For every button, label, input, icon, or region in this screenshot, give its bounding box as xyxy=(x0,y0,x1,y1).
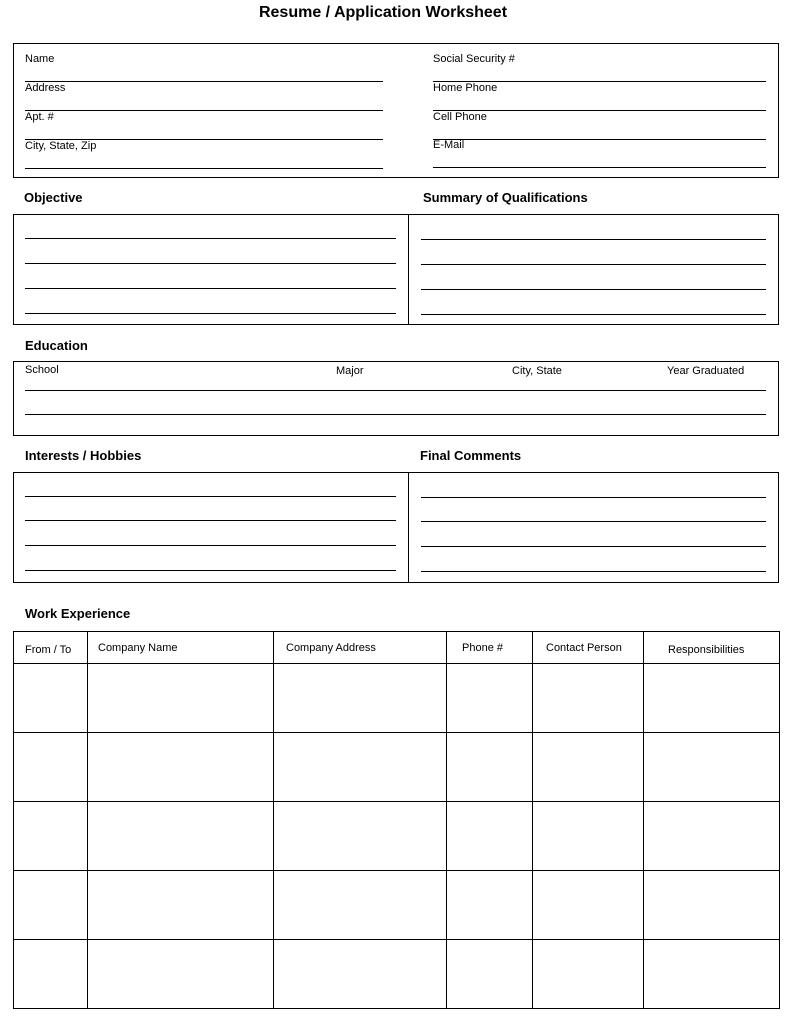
company-name-cell[interactable] xyxy=(88,733,274,802)
from-to-cell[interactable] xyxy=(14,733,88,802)
table-row xyxy=(14,871,780,940)
table-row xyxy=(14,802,780,871)
table-row xyxy=(14,940,780,1009)
phone-cell[interactable] xyxy=(447,733,533,802)
company-address-header: Company Address xyxy=(274,632,447,664)
company-address-cell[interactable] xyxy=(274,940,447,1009)
cell-phone-field[interactable] xyxy=(433,111,766,140)
from-to-cell[interactable] xyxy=(14,940,88,1009)
contact-person-cell[interactable] xyxy=(533,940,644,1009)
final-comments-heading: Final Comments xyxy=(420,448,522,463)
phone-cell[interactable] xyxy=(447,940,533,1009)
objective-field[interactable] xyxy=(25,218,396,318)
company-name-cell[interactable] xyxy=(88,871,274,940)
home-phone-label: Home Phone xyxy=(433,82,498,94)
responsibilities-cell[interactable] xyxy=(644,664,780,733)
phone-header: Phone # xyxy=(447,632,533,664)
company-address-cell[interactable] xyxy=(274,871,447,940)
final-comments-line xyxy=(421,571,766,572)
responsibilities-cell[interactable] xyxy=(644,871,780,940)
education-line xyxy=(25,390,766,391)
company-name-header: Company Name xyxy=(88,632,274,664)
company-name-cell[interactable] xyxy=(88,940,274,1009)
table-row xyxy=(14,733,780,802)
apt-field[interactable] xyxy=(25,111,383,140)
summary-line xyxy=(421,314,766,315)
from-to-cell[interactable] xyxy=(14,664,88,733)
cell-phone-label: Cell Phone xyxy=(433,111,487,123)
interests-heading: Interests / Hobbies xyxy=(25,448,142,463)
from-to-cell[interactable] xyxy=(14,871,88,940)
city-state-zip-field[interactable] xyxy=(25,140,383,169)
email-line xyxy=(433,167,766,168)
contact-person-cell[interactable] xyxy=(533,664,644,733)
table-row xyxy=(14,664,780,733)
name-label: Name xyxy=(25,53,55,65)
objective-line xyxy=(25,263,396,264)
final-comments-line xyxy=(421,521,766,522)
summary-line xyxy=(421,289,766,290)
company-address-cell[interactable] xyxy=(274,802,447,871)
company-address-cell[interactable] xyxy=(274,733,447,802)
responsibilities-cell[interactable] xyxy=(644,802,780,871)
interests-line xyxy=(25,545,396,546)
company-name-cell[interactable] xyxy=(88,802,274,871)
final-comments-line xyxy=(421,546,766,547)
name-field[interactable] xyxy=(25,53,383,82)
company-name-cell[interactable] xyxy=(88,664,274,733)
apt-label: Apt. # xyxy=(25,111,54,123)
contact-person-cell[interactable] xyxy=(533,871,644,940)
education-line xyxy=(25,414,766,415)
email-field[interactable] xyxy=(433,139,766,168)
objective-line xyxy=(25,238,396,239)
summary-line xyxy=(421,264,766,265)
responsibilities-cell[interactable] xyxy=(644,733,780,802)
work-experience-heading: Work Experience xyxy=(25,606,131,621)
phone-cell[interactable] xyxy=(447,802,533,871)
objective-line xyxy=(25,313,396,314)
objective-line xyxy=(25,288,396,289)
interests-line xyxy=(25,496,396,497)
year-graduated-label: Year Graduated xyxy=(667,365,745,377)
interests-line xyxy=(25,520,396,521)
summary-line xyxy=(421,239,766,240)
phone-cell[interactable] xyxy=(447,664,533,733)
final-comments-line xyxy=(421,497,766,498)
city-state-zip-label: City, State, Zip xyxy=(25,140,97,152)
work-header-row xyxy=(14,632,780,664)
contact-person-cell[interactable] xyxy=(533,733,644,802)
company-address-cell[interactable] xyxy=(274,664,447,733)
interests-line xyxy=(25,570,396,571)
interests-field[interactable] xyxy=(25,476,396,576)
email-label: E-Mail xyxy=(433,139,465,151)
home-phone-field[interactable] xyxy=(433,82,766,111)
city-state-label: City, State xyxy=(512,365,562,377)
address-label: Address xyxy=(25,82,66,94)
responsibilities-cell[interactable] xyxy=(644,940,780,1009)
objective-summary-divider xyxy=(408,214,409,325)
ssn-label: Social Security # xyxy=(433,53,515,65)
city-state-zip-line xyxy=(25,168,383,169)
final-comments-field[interactable] xyxy=(421,476,766,576)
address-field[interactable] xyxy=(25,82,383,111)
school-label: School xyxy=(25,364,59,376)
work-experience-table xyxy=(13,631,780,1009)
objective-heading: Objective xyxy=(24,190,83,205)
phone-cell[interactable] xyxy=(447,871,533,940)
from-to-cell[interactable] xyxy=(14,802,88,871)
summary-field[interactable] xyxy=(421,218,766,318)
contact-person-header: Contact Person xyxy=(533,632,644,664)
from-to-header: From / To xyxy=(14,632,88,664)
interests-comments-divider xyxy=(408,472,409,583)
responsibilities-header: Responsibilities xyxy=(644,632,780,664)
summary-heading: Summary of Qualifications xyxy=(423,190,588,205)
contact-person-cell[interactable] xyxy=(533,802,644,871)
education-field[interactable] xyxy=(25,378,766,428)
ssn-field[interactable] xyxy=(433,53,766,82)
major-label: Major xyxy=(336,365,364,377)
education-heading: Education xyxy=(25,338,88,353)
page-title: Resume / Application Worksheet xyxy=(258,4,508,21)
